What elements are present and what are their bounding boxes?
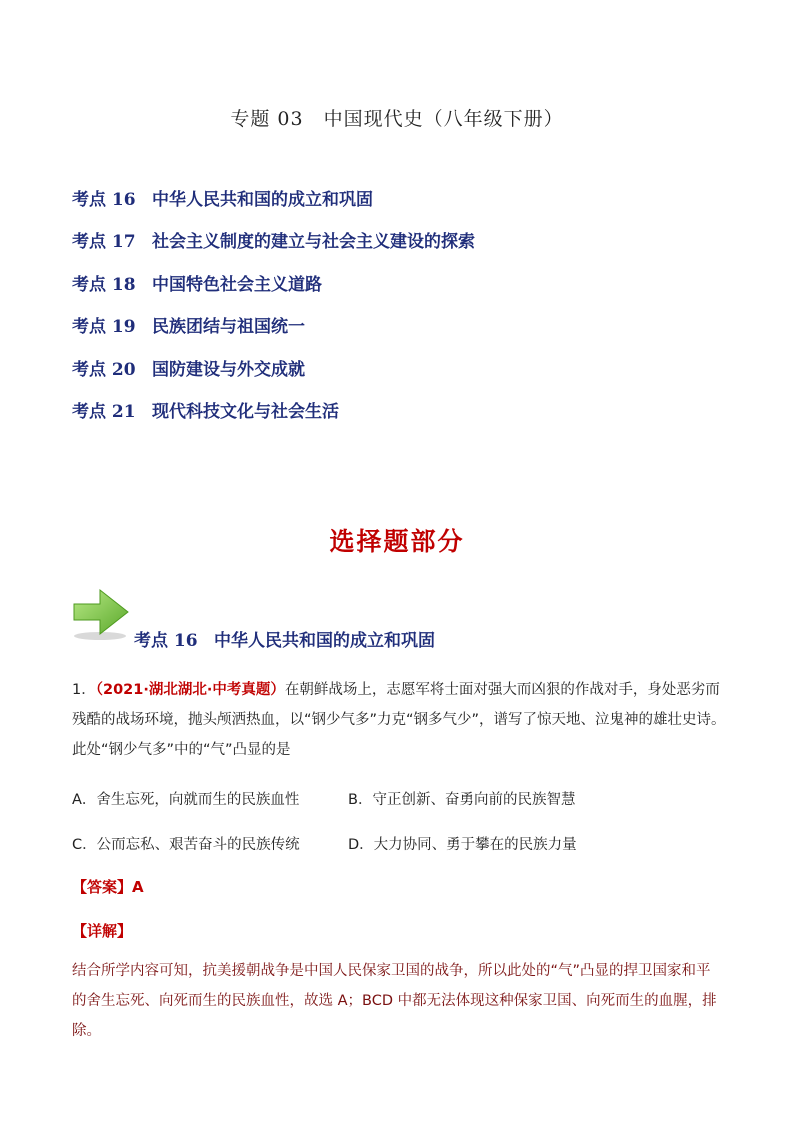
explanation-line-1: 结合所学内容可知，抗美援朝战争是中国人民保家卫国的战争，所以此处的“气”凸显的捍卫国家和平 — [72, 963, 711, 979]
explanation — [72, 956, 742, 1046]
toc-name: 社会主义制度的建立与社会主义建设的探索 — [152, 232, 475, 253]
toc-code: 考点 21 — [72, 401, 136, 422]
question-line-1 — [72, 676, 732, 704]
toc-item-17 — [72, 228, 475, 270]
toc-item-20 — [72, 356, 475, 398]
detail-label: 【详解】 — [72, 922, 133, 940]
toc-code: 考点 16 — [72, 190, 136, 210]
question-source: （2021·湖北湖北·中考真题） — [95, 682, 285, 698]
topic-code: 考点 16 — [134, 631, 198, 651]
toc-name: 中华人民共和国的成立和巩固 — [152, 190, 373, 210]
toc-name: 民族团结与祖国统一 — [152, 317, 305, 338]
topic-list — [72, 186, 475, 440]
toc-item-16 — [72, 186, 475, 228]
question-line-2: 残酷的战场环境，抛头颅洒热血，以“钢少气多”力克“钢多气少”，谱写了惊天地、泣鬼神的雄壮史诗。 — [72, 712, 726, 728]
toc-code: 考点 19 — [72, 317, 136, 338]
toc-name: 中国特色社会主义道路 — [152, 274, 322, 295]
option-a: A．舍生忘死，向就而生的民族血性 — [72, 792, 300, 808]
toc-code: 考点 17 — [72, 232, 136, 253]
topic-heading — [134, 626, 435, 651]
toc-item-19 — [72, 313, 475, 355]
green-arrow-icon — [70, 584, 132, 642]
toc-code: 考点 18 — [72, 274, 136, 295]
question-number: 1． — [72, 682, 96, 698]
toc-name: 现代科技文化与社会生活 — [152, 401, 339, 422]
answer-value: A — [132, 878, 144, 896]
document-title: 专题 03 中国现代史（八年级下册） — [230, 108, 564, 130]
answer-label: 【答案】 — [72, 878, 133, 896]
toc-item-21 — [72, 398, 475, 440]
toc-code: 考点 20 — [72, 359, 136, 380]
option-c: C．公而忘私、艰苦奋斗的民族传统 — [72, 837, 300, 853]
toc-item-18 — [72, 271, 475, 313]
toc-name: 国防建设与外交成就 — [152, 359, 305, 380]
section-title: 选择题部分 — [329, 527, 465, 556]
option-d: D．大力协同、勇于攀在的民族力量 — [348, 837, 577, 853]
question-line-3: 此处“钢少气多”中的“气”凸显的是 — [72, 742, 291, 758]
explanation-line-2: 的舍生忘死、向死而生的民族血性，故选 A；BCD 中都无法体现这种保家卫国、向死而生的血腥，排除。 — [72, 993, 717, 1039]
answer-row — [72, 876, 144, 897]
question-text-1: 在朝鲜战场上，志愿军将士面对强大而凶狠的作战对手，身处恶劣而 — [284, 682, 720, 698]
option-b: B．守正创新、奋勇向前的民族智慧 — [348, 792, 576, 808]
topic-name: 中华人民共和国的成立和巩固 — [214, 631, 435, 651]
